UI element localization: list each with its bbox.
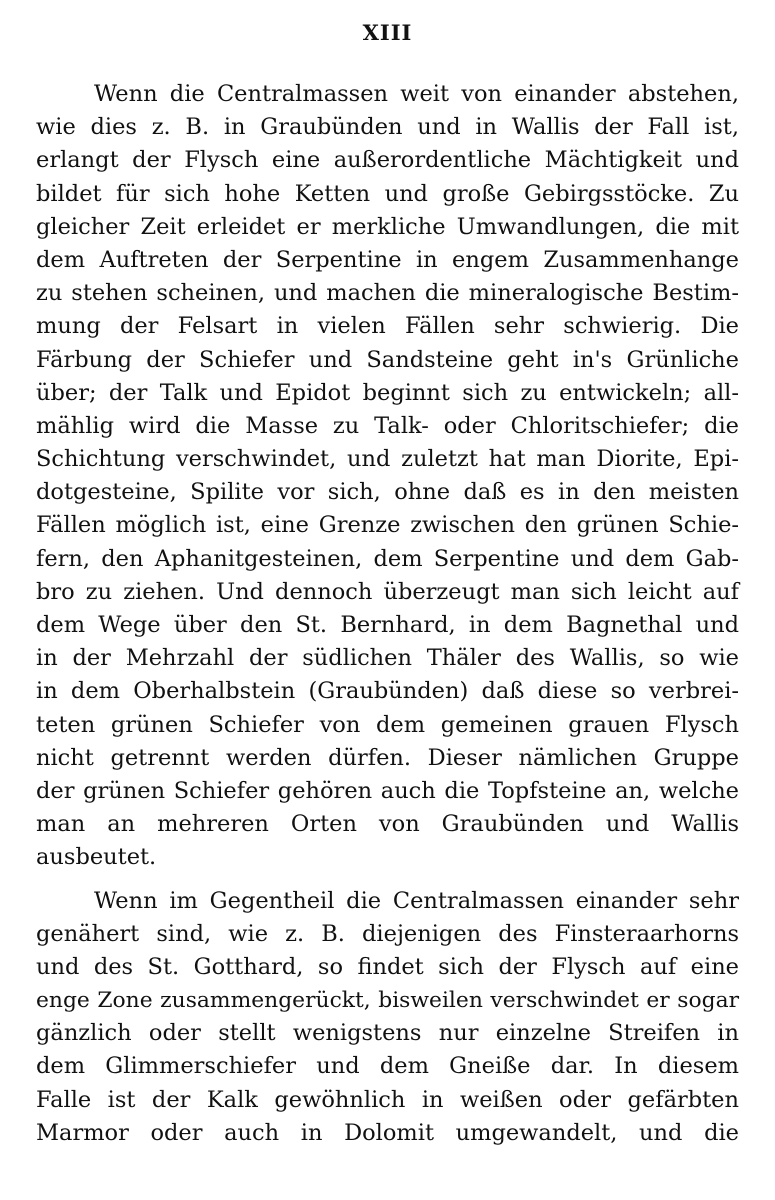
text-line: erlangt der Flysch eine außerordentliche Mächtigkeit und xyxy=(36,147,739,174)
text-line: Färbung der Schiefer und Sandsteine geht in's Grünliche xyxy=(36,346,739,373)
text-line: ausbeutet. xyxy=(36,844,157,871)
text-line: Marmor oder auch in Dolomit umgewandelt, und die xyxy=(36,1119,739,1146)
text-line: Wenn im Gegentheil die Centralmassen einander sehr xyxy=(94,887,739,914)
text-line: dem Glimmerschiefer und dem Gneiße dar. In diesem xyxy=(36,1053,739,1080)
text-line: in der Mehrzahl der südlichen Thäler des Wallis, so wie xyxy=(36,645,739,672)
text-line: dotgesteine, Spilite vor sich, ohne daß es in den meisten xyxy=(36,479,739,506)
text-line: man an mehreren Orten von Graubünden und Wallis xyxy=(36,811,739,838)
text-line: fern, den Aphanitgesteinen, dem Serpentine und dem Gab- xyxy=(36,545,739,572)
text-line: Schichtung verschwindet, und zuletzt hat man Diorite, Epi- xyxy=(36,446,739,473)
text-line: gänzlich oder stellt wenigstens nur einzelne Streifen in xyxy=(36,1020,739,1047)
text-line: bildet für sich hohe Ketten und große Gebirgsstöcke. Zu xyxy=(36,180,739,207)
text-line: mählig wird die Masse zu Talk- oder Chloritschiefer; die xyxy=(36,412,739,439)
page-number: XIII xyxy=(362,20,413,45)
text-line: Fällen möglich ist, eine Grenze zwischen den grünen Schie- xyxy=(36,512,739,539)
text-line: dem Auftreten der Serpentine in engem Zusammenhange xyxy=(36,246,739,273)
text-line: und des St. Gotthard, so findet sich der Flysch auf eine xyxy=(36,953,739,980)
text-line: Falle ist der Kalk gewöhnlich in weißen oder gefärbten xyxy=(36,1086,739,1113)
text-line: enge Zone zusammengerückt, bisweilen verschwindet er sogar xyxy=(36,988,739,1014)
text-line: gleicher Zeit erleidet er merkliche Umwandlungen, die mit xyxy=(36,213,739,240)
body-text xyxy=(36,78,739,1150)
text-line: der grünen Schiefer gehören auch die Topfsteine an, welche xyxy=(36,777,739,804)
text-line: dem Wege über den St. Bernhard, in dem Bagnethal und xyxy=(36,612,739,638)
text-line: zu stehen scheinen, und machen die mineralogische Bestim- xyxy=(36,280,739,307)
paragraph-gap xyxy=(36,875,739,885)
text-line: in dem Oberhalbstein (Graubünden) daß diese so verbrei- xyxy=(36,678,739,705)
text-line: Wenn die Centralmassen weit von einander abstehen, xyxy=(94,81,739,107)
text-line: bro zu ziehen. Und dennoch überzeugt man sich leicht auf xyxy=(36,578,739,605)
text-line: nicht getrennt werden dürfen. Dieser nämlichen Gruppe xyxy=(36,744,739,771)
text-line: wie dies z. B. in Graubünden und in Wallis der Fall ist, xyxy=(36,114,739,141)
text-line: genähert sind, wie z. B. diejenigen des Finsteraarhorns xyxy=(36,920,739,947)
text-line: mung der Felsart in vielen Fällen sehr schwierig. Die xyxy=(36,313,739,340)
text-line: teten grünen Schiefer von dem gemeinen grauen Flysch xyxy=(36,711,739,738)
text-line: über; der Talk und Epidot beginnt sich zu entwickeln; all- xyxy=(36,379,739,406)
